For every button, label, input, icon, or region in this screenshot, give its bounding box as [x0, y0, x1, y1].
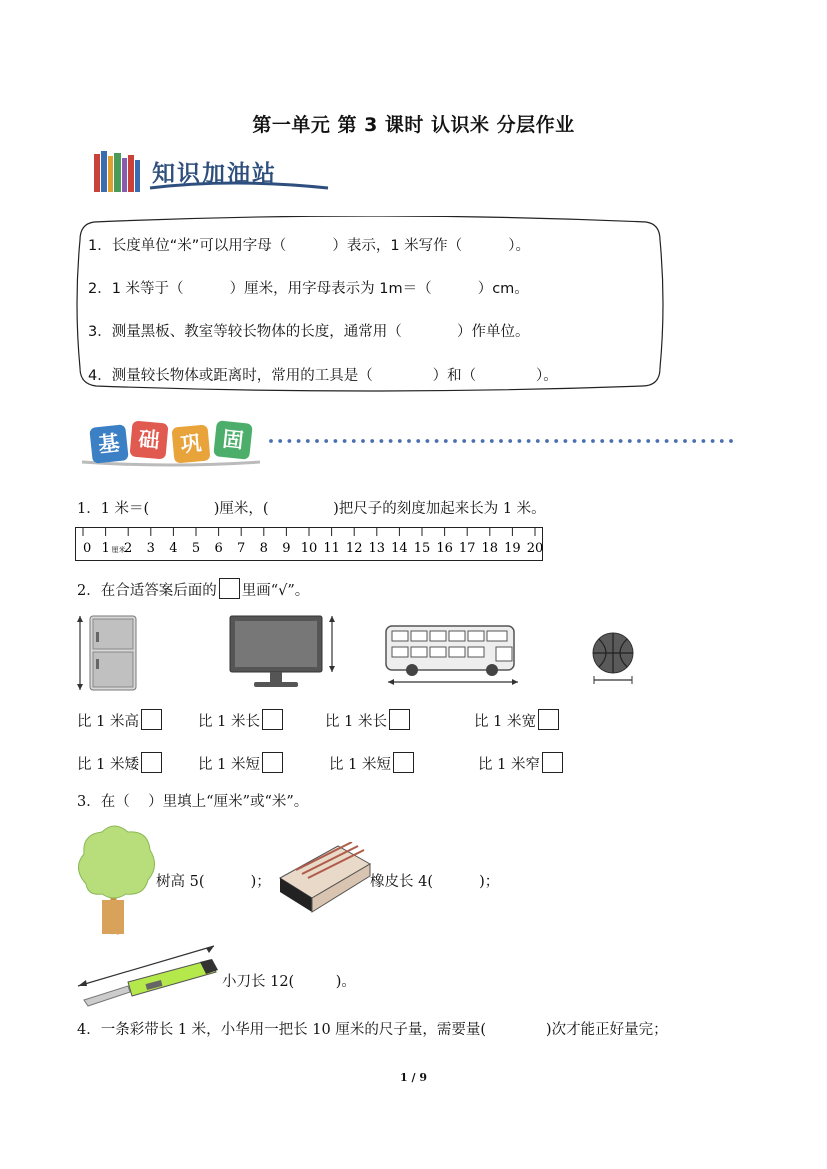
divider-dot [389, 439, 393, 443]
ruler-label: 4 [169, 541, 178, 556]
ruler-label: 15 [413, 541, 431, 556]
knowledge-item: 3．测量黑板、教室等较长物体的长度，通常用（ ）作单位。 [88, 324, 530, 340]
ruler-label: 17 [458, 541, 476, 556]
divider-dot [499, 439, 503, 443]
sample-checkbox [219, 578, 240, 599]
section-knowledge-heading: 知识加油站 [152, 161, 277, 187]
option-monitor-longer: 比 1 米长 [198, 709, 283, 731]
page-number: 1 / 9 [400, 1071, 427, 1084]
divider-dot [334, 439, 338, 443]
divider-dot [729, 439, 733, 443]
ruler-label: 8 [259, 541, 268, 556]
divider-dot [453, 439, 457, 443]
tile-gu: 固 [213, 420, 253, 460]
divider-dot [361, 439, 365, 443]
knowledge-item: 1．长度单位“米”可以用字母（ ）表示，1 米写作（ ）。 [88, 238, 531, 254]
divider-dot [720, 439, 724, 443]
option-bus-shorter: 比 1 米短 [329, 752, 414, 774]
ruler-label: 7 [237, 541, 246, 556]
divider-dot [665, 439, 669, 443]
option-ball-narrower: 比 1 米窄 [478, 752, 563, 774]
divider-dot [702, 439, 706, 443]
page-title: 第一单元 第 3 课时 认识米 分层作业 [252, 114, 575, 136]
divider-dot [610, 439, 614, 443]
ruler-label: 14 [391, 541, 408, 556]
eraser-length-blank: 橡皮长 4( )； [370, 874, 500, 890]
option-fridge-taller: 比 1 米高 [77, 709, 162, 731]
divider-dot [692, 439, 696, 443]
tile-gong: 巩 [171, 424, 210, 463]
divider-dot [545, 439, 549, 443]
ruler-label: 20 [526, 541, 543, 556]
divider-dot [573, 439, 577, 443]
tree-icon [72, 824, 158, 936]
divider-dot [554, 439, 558, 443]
question-4: 4．一条彩带长 1 米，小华用一把长 10 厘米的尺子量，需要量( )次才能正好量完； [77, 1022, 668, 1038]
divider-dot [683, 439, 687, 443]
ruler-label: 5 [191, 541, 201, 556]
divider-dot [508, 439, 512, 443]
divider-dot [416, 439, 420, 443]
divider-dot [518, 439, 522, 443]
divider-dot [288, 439, 292, 443]
ruler-label: 9 [282, 541, 291, 556]
knife-length-blank: 小刀长 12( )。 [222, 974, 356, 990]
ruler-label: 16 [436, 541, 453, 556]
knowledge-item: 4．测量较长物体或距离时，常用的工具是（ ）和（ ）。 [88, 368, 558, 384]
divider-dot [269, 439, 273, 443]
q2-suffix: 里画“√”。 [241, 583, 310, 599]
knowledge-item: 2．1 米等于（ ）厘米，用字母表示为 1m＝（ ）cm。 [88, 281, 529, 297]
option-monitor-shorter: 比 1 米短 [198, 752, 283, 774]
divider-dot [637, 439, 641, 443]
divider-dot [591, 439, 595, 443]
divider-dot [278, 439, 282, 443]
divider-dot [481, 439, 485, 443]
checkbox[interactable] [141, 709, 162, 730]
checkbox[interactable] [389, 709, 410, 730]
divider-dot [536, 439, 540, 443]
divider-dot [656, 439, 660, 443]
bus-icon [384, 622, 524, 688]
tile-chu: 础 [129, 420, 168, 459]
checkbox[interactable] [393, 752, 414, 773]
divider-dot [472, 439, 476, 443]
option-bus-longer: 比 1 米长 [325, 709, 410, 731]
checkbox[interactable] [538, 709, 559, 730]
divider-dot [370, 439, 374, 443]
divider-dot [398, 439, 402, 443]
checkbox[interactable] [262, 709, 283, 730]
ruler-label: 1 [101, 541, 110, 556]
ruler-label: 13 [368, 541, 386, 556]
ruler-label: 18 [481, 541, 499, 556]
divider-dot [380, 439, 384, 443]
divider-dot [444, 439, 448, 443]
divider-dot [564, 439, 568, 443]
ruler-label: 12 [345, 541, 363, 556]
ruler-label: 3 [146, 541, 155, 556]
ruler-label: 2 [124, 541, 133, 556]
ruler [75, 527, 543, 561]
dotted-divider [268, 436, 738, 446]
option-fridge-shorter: 比 1 米矮 [77, 752, 162, 774]
ruler-label: 10 [300, 541, 318, 556]
divider-dot [435, 439, 439, 443]
utility-knife-icon [74, 942, 224, 1008]
divider-dot [426, 439, 430, 443]
tile-ji: 基 [89, 424, 129, 464]
checkbox[interactable] [141, 752, 162, 773]
divider-dot [674, 439, 678, 443]
divider-dot [600, 439, 604, 443]
checkbox[interactable] [542, 752, 563, 773]
divider-dot [315, 439, 319, 443]
monitor-icon [228, 614, 346, 690]
divider-dot [462, 439, 466, 443]
divider-dot [343, 439, 347, 443]
question-2 [77, 578, 309, 600]
eraser-icon [276, 842, 372, 914]
option-ball-wider: 比 1 米宽 [474, 709, 559, 731]
q2-prefix: 2．在合适答案后面的 [77, 583, 217, 599]
ruler-label: 6 [214, 541, 223, 556]
ruler-label: 0 [83, 541, 92, 556]
divider-dot [490, 439, 494, 443]
fridge-icon [74, 614, 140, 692]
divider-dot [711, 439, 715, 443]
ruler-unit-label: 厘米 [111, 546, 126, 554]
ruler-label: 19 [504, 541, 521, 556]
tree-height-blank: 树高 5( )； [156, 874, 271, 890]
divider-dot [324, 439, 328, 443]
question-3: 3．在（ ）里填上“厘米”或“米”。 [77, 794, 309, 810]
divider-dot [352, 439, 356, 443]
divider-dot [527, 439, 531, 443]
divider-dot [628, 439, 632, 443]
question-1: 1．1 米＝( )厘米，( )把尺子的刻度加起来长为 1 米。 [77, 501, 546, 517]
divider-dot [297, 439, 301, 443]
divider-dot [582, 439, 586, 443]
divider-dot [619, 439, 623, 443]
divider-dot [407, 439, 411, 443]
basketball-icon [588, 630, 638, 686]
divider-dot [646, 439, 650, 443]
divider-dot [306, 439, 310, 443]
ruler-label: 11 [323, 541, 340, 556]
checkbox[interactable] [262, 752, 283, 773]
